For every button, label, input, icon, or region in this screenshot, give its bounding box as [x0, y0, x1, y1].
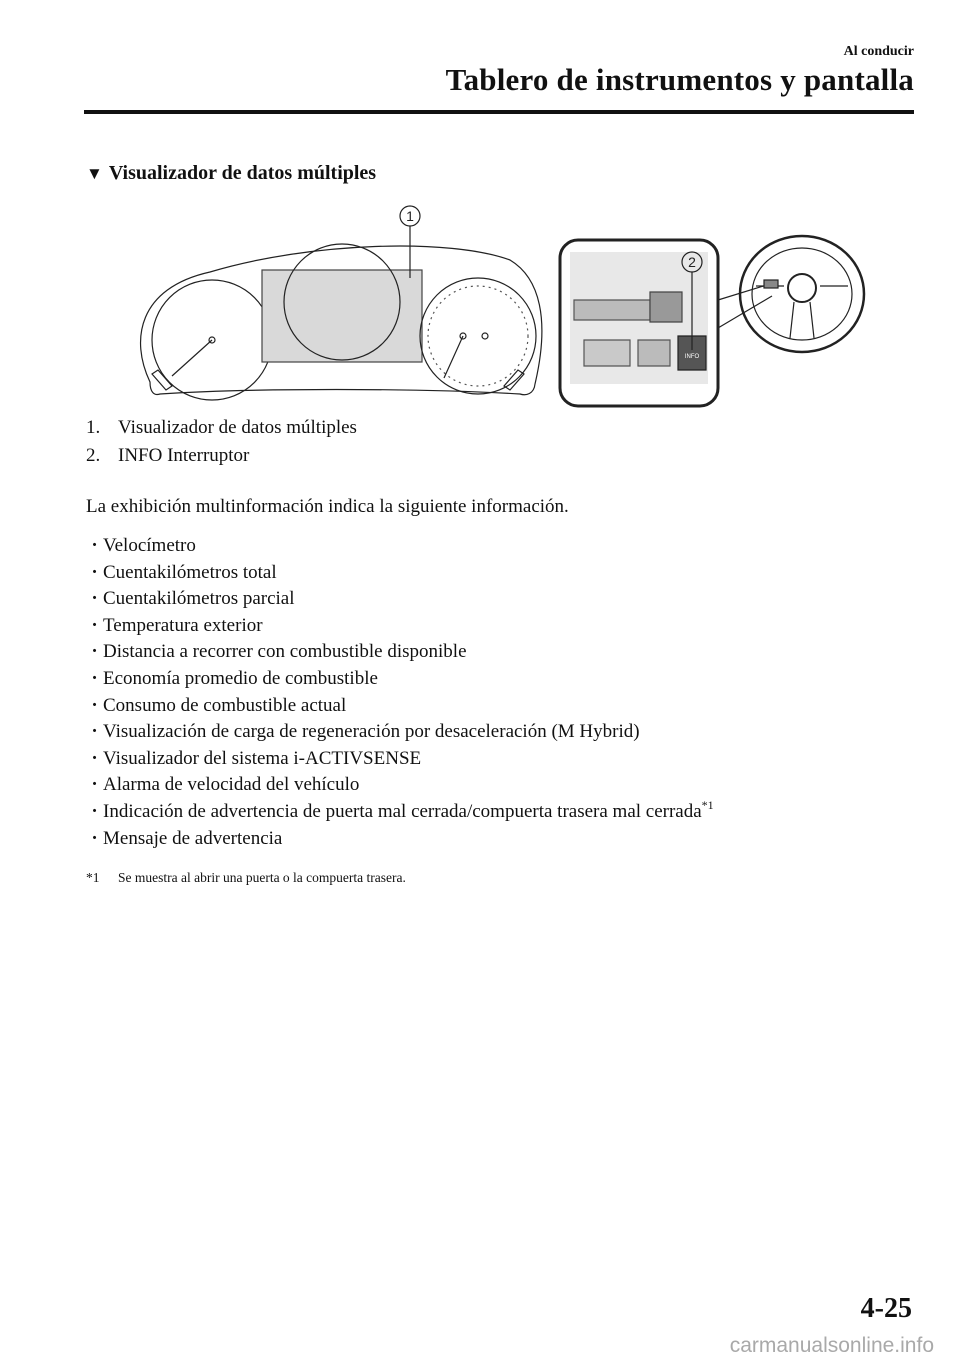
list-item [86, 719, 714, 746]
bullet-icon: · [91, 721, 98, 743]
list-item [86, 613, 714, 640]
caption-item [86, 414, 357, 442]
bullet-icon: · [91, 747, 98, 769]
footnote-mark: *1 [86, 870, 100, 885]
footnote-text: Se muestra al abrir una puerta o la compuerta trasera. [118, 870, 406, 885]
section-title: Visualizador de datos múltiples [108, 162, 377, 184]
chapter-label: Al conducir [843, 44, 914, 59]
bullet-icon: · [91, 774, 98, 796]
list-item [86, 666, 714, 693]
list-item-text: Visualización de carga de regeneración por desaceleración (M Hybrid) [103, 721, 640, 743]
bullet-icon: · [91, 535, 98, 556]
list-item [86, 693, 714, 720]
bullet-icon: · [91, 561, 98, 583]
triangle-marker-icon: ▼ [86, 164, 103, 183]
list-item [86, 772, 714, 799]
figure-captions [86, 414, 357, 470]
footnote-reference: *1 [701, 797, 714, 812]
bullet-icon: · [91, 614, 98, 636]
caption-number: 1. [86, 417, 101, 438]
right-gauge [420, 278, 536, 394]
list-item [86, 533, 714, 560]
callout-2-label: 2 [688, 254, 696, 270]
list-item [86, 639, 714, 666]
header-divider [84, 110, 914, 114]
bullet-icon: · [91, 641, 98, 663]
callout-1-label: 1 [406, 208, 414, 224]
list-item [86, 799, 714, 826]
footnote [86, 870, 406, 886]
intro-paragraph: La exhibición multinformación indica la siguiente información. [86, 496, 569, 517]
list-item-text: Consumo de combustible actual [103, 694, 347, 716]
list-item-text: Temperatura exterior [103, 614, 263, 636]
steering-wheel [740, 236, 864, 352]
bullet-icon: · [91, 800, 98, 822]
list-item [86, 746, 714, 773]
page-number: 4-25 [860, 1293, 912, 1324]
list-item-text: Mensaje de advertencia [103, 827, 283, 849]
list-item-text: Distancia a recorrer con combustible disponible [103, 641, 467, 663]
list-item-text: Economía promedio de combustible [103, 667, 378, 689]
list-item [86, 560, 714, 587]
watermark: carmanualsonline.info [729, 1334, 934, 1357]
instrument-cluster-figure [130, 200, 870, 410]
list-item-text: Visualizador del sistema i-ACTIVSENSE [103, 747, 422, 769]
info-list [86, 533, 714, 852]
bullet-icon: · [91, 667, 98, 689]
list-item-text: Velocímetro [103, 535, 196, 556]
list-item-text: Indicación de advertencia de puerta mal cerrada/compuerta trasera mal cerrada [103, 800, 702, 822]
bullet-icon: · [91, 588, 98, 610]
info-switch-label: INFO [684, 354, 700, 360]
bullet-icon: · [91, 694, 98, 716]
page-header-title: Tablero de instrumentos y pantalla [445, 62, 914, 97]
list-item [86, 586, 714, 613]
list-item-text: Cuentakilómetros total [103, 561, 277, 583]
caption-number: 2. [86, 445, 101, 466]
bullet-icon: · [91, 827, 98, 849]
list-item [86, 826, 714, 853]
caption-item [86, 442, 357, 470]
section-heading [86, 162, 376, 185]
list-item-text: Alarma de velocidad del vehículo [103, 774, 360, 796]
list-item-text: Cuentakilómetros parcial [103, 588, 295, 610]
caption-text: Visualizador de datos múltiples [118, 417, 357, 438]
caption-text: INFO Interruptor [118, 445, 250, 466]
